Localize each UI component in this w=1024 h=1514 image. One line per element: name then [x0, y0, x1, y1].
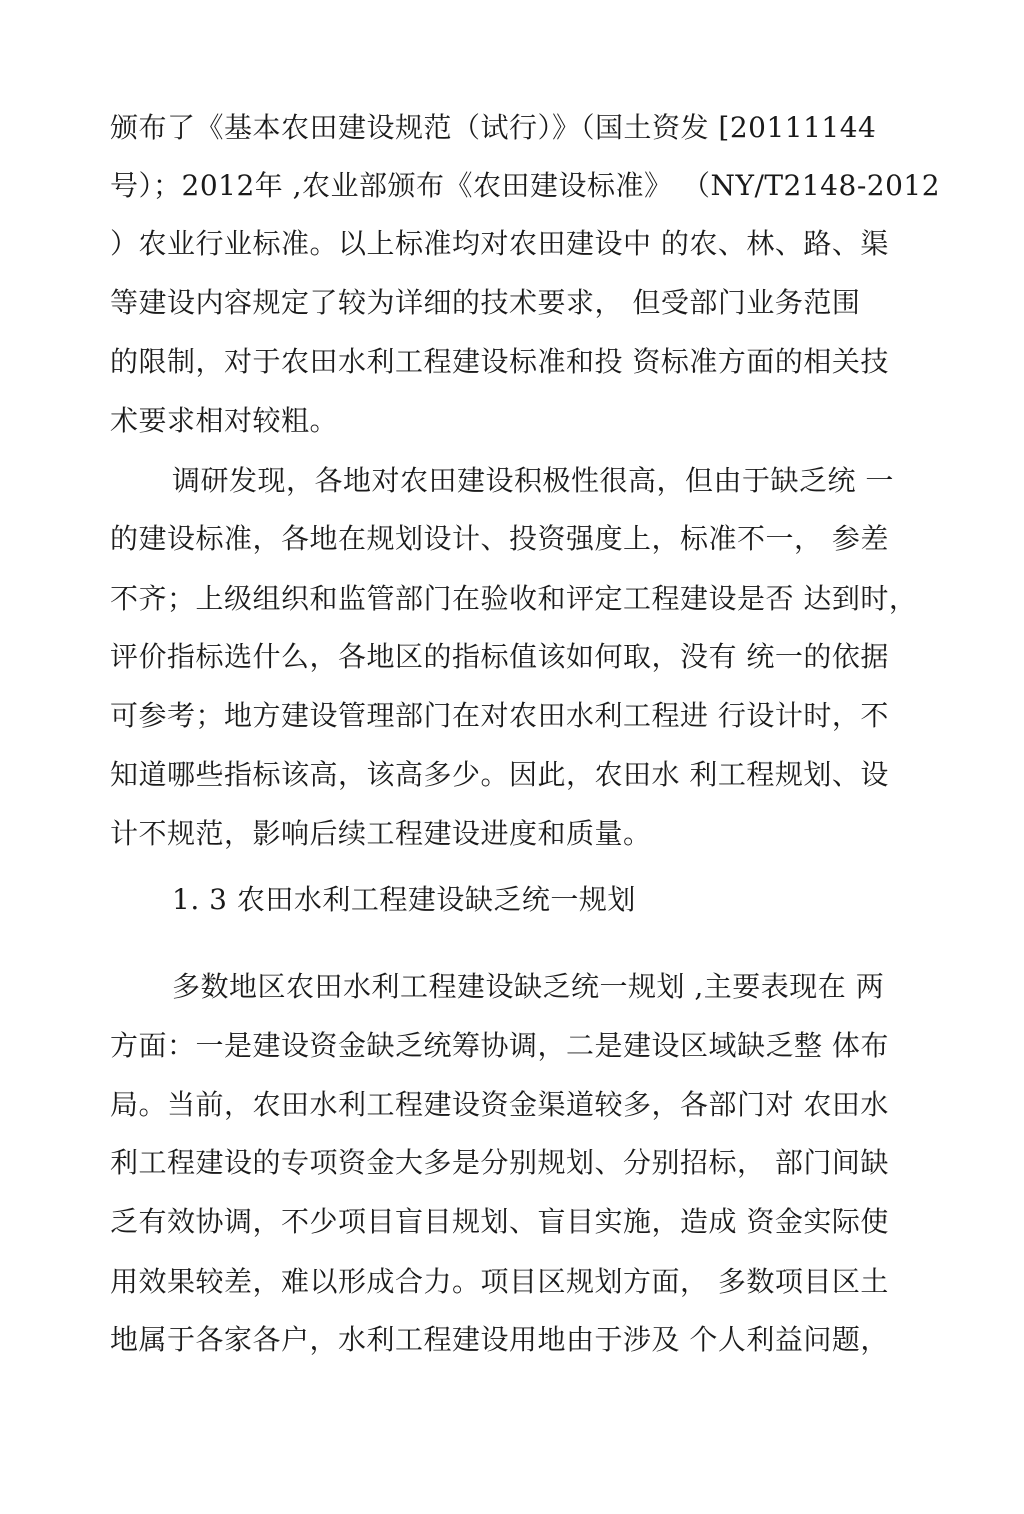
- text-line: 乏有效协调，不少项目盲目规划、盲目实施，造成 资金实际使: [110, 1205, 889, 1238]
- text-line: 利工程建设的专项资金大多是分别规划、分别招标， 部门间缺: [110, 1146, 889, 1179]
- text-line: 计不规范，影响后续工程建设进度和质量。: [110, 817, 652, 850]
- text-line: 多数地区农田水利工程建设缺乏统一规划 ,主要表现在 两: [172, 970, 885, 1003]
- section-heading: 1. 3 农田水利工程建设缺乏统一规划: [172, 883, 636, 916]
- text-line: 不齐；上级组织和监管部门在验收和评定工程建设是否 达到时，: [110, 582, 918, 615]
- text-line: ）农业行业标准。以上标准均对农田建设中 的农、林、路、渠: [110, 227, 889, 260]
- text-line: 局。当前，农田水利工程建设资金渠道较多，各部门对 农田水: [110, 1088, 889, 1121]
- text-line: 地属于各家各户，水利工程建设用地由于涉及 个人利益问题，: [110, 1323, 889, 1356]
- text-line: 的建设标准，各地在规划设计、投资强度上，标准不一， 参差: [110, 522, 889, 555]
- text-line: 知道哪些指标该高，该高多少。因此，农田水 利工程规划、设: [110, 758, 889, 791]
- text-line: 颁布了《基本农田建设规范（试行）》（国土资发 [20111144: [110, 111, 877, 144]
- text-line: 可参考；地方建设管理部门在对农田水利工程进 行设计时，不: [110, 699, 889, 732]
- text-line: 等建设内容规定了较为详细的技术要求， 但受部门业务范围: [110, 286, 861, 319]
- text-line: 用效果较差，难以形成合力。项目区规划方面， 多数项目区土: [110, 1265, 889, 1298]
- text-line: 调研发现，各地对农田建设积极性很高，但由于缺乏统 一: [172, 464, 894, 497]
- text-line: 评价指标选什么，各地区的指标值该如何取，没有 统一的依据: [110, 640, 889, 673]
- text-line: 术要求相对较粗。: [110, 404, 339, 437]
- text-line: 方面：一是建设资金缺乏统筹协调，二是建设区域缺乏整 体布: [110, 1029, 889, 1062]
- text-line: 号）；2012年 ,农业部颁布《农田建设标准》 （NY/T2148-2012: [110, 169, 941, 202]
- text-line: 的限制，对于农田水利工程建设标准和投 资标准方面的相关技: [110, 345, 889, 378]
